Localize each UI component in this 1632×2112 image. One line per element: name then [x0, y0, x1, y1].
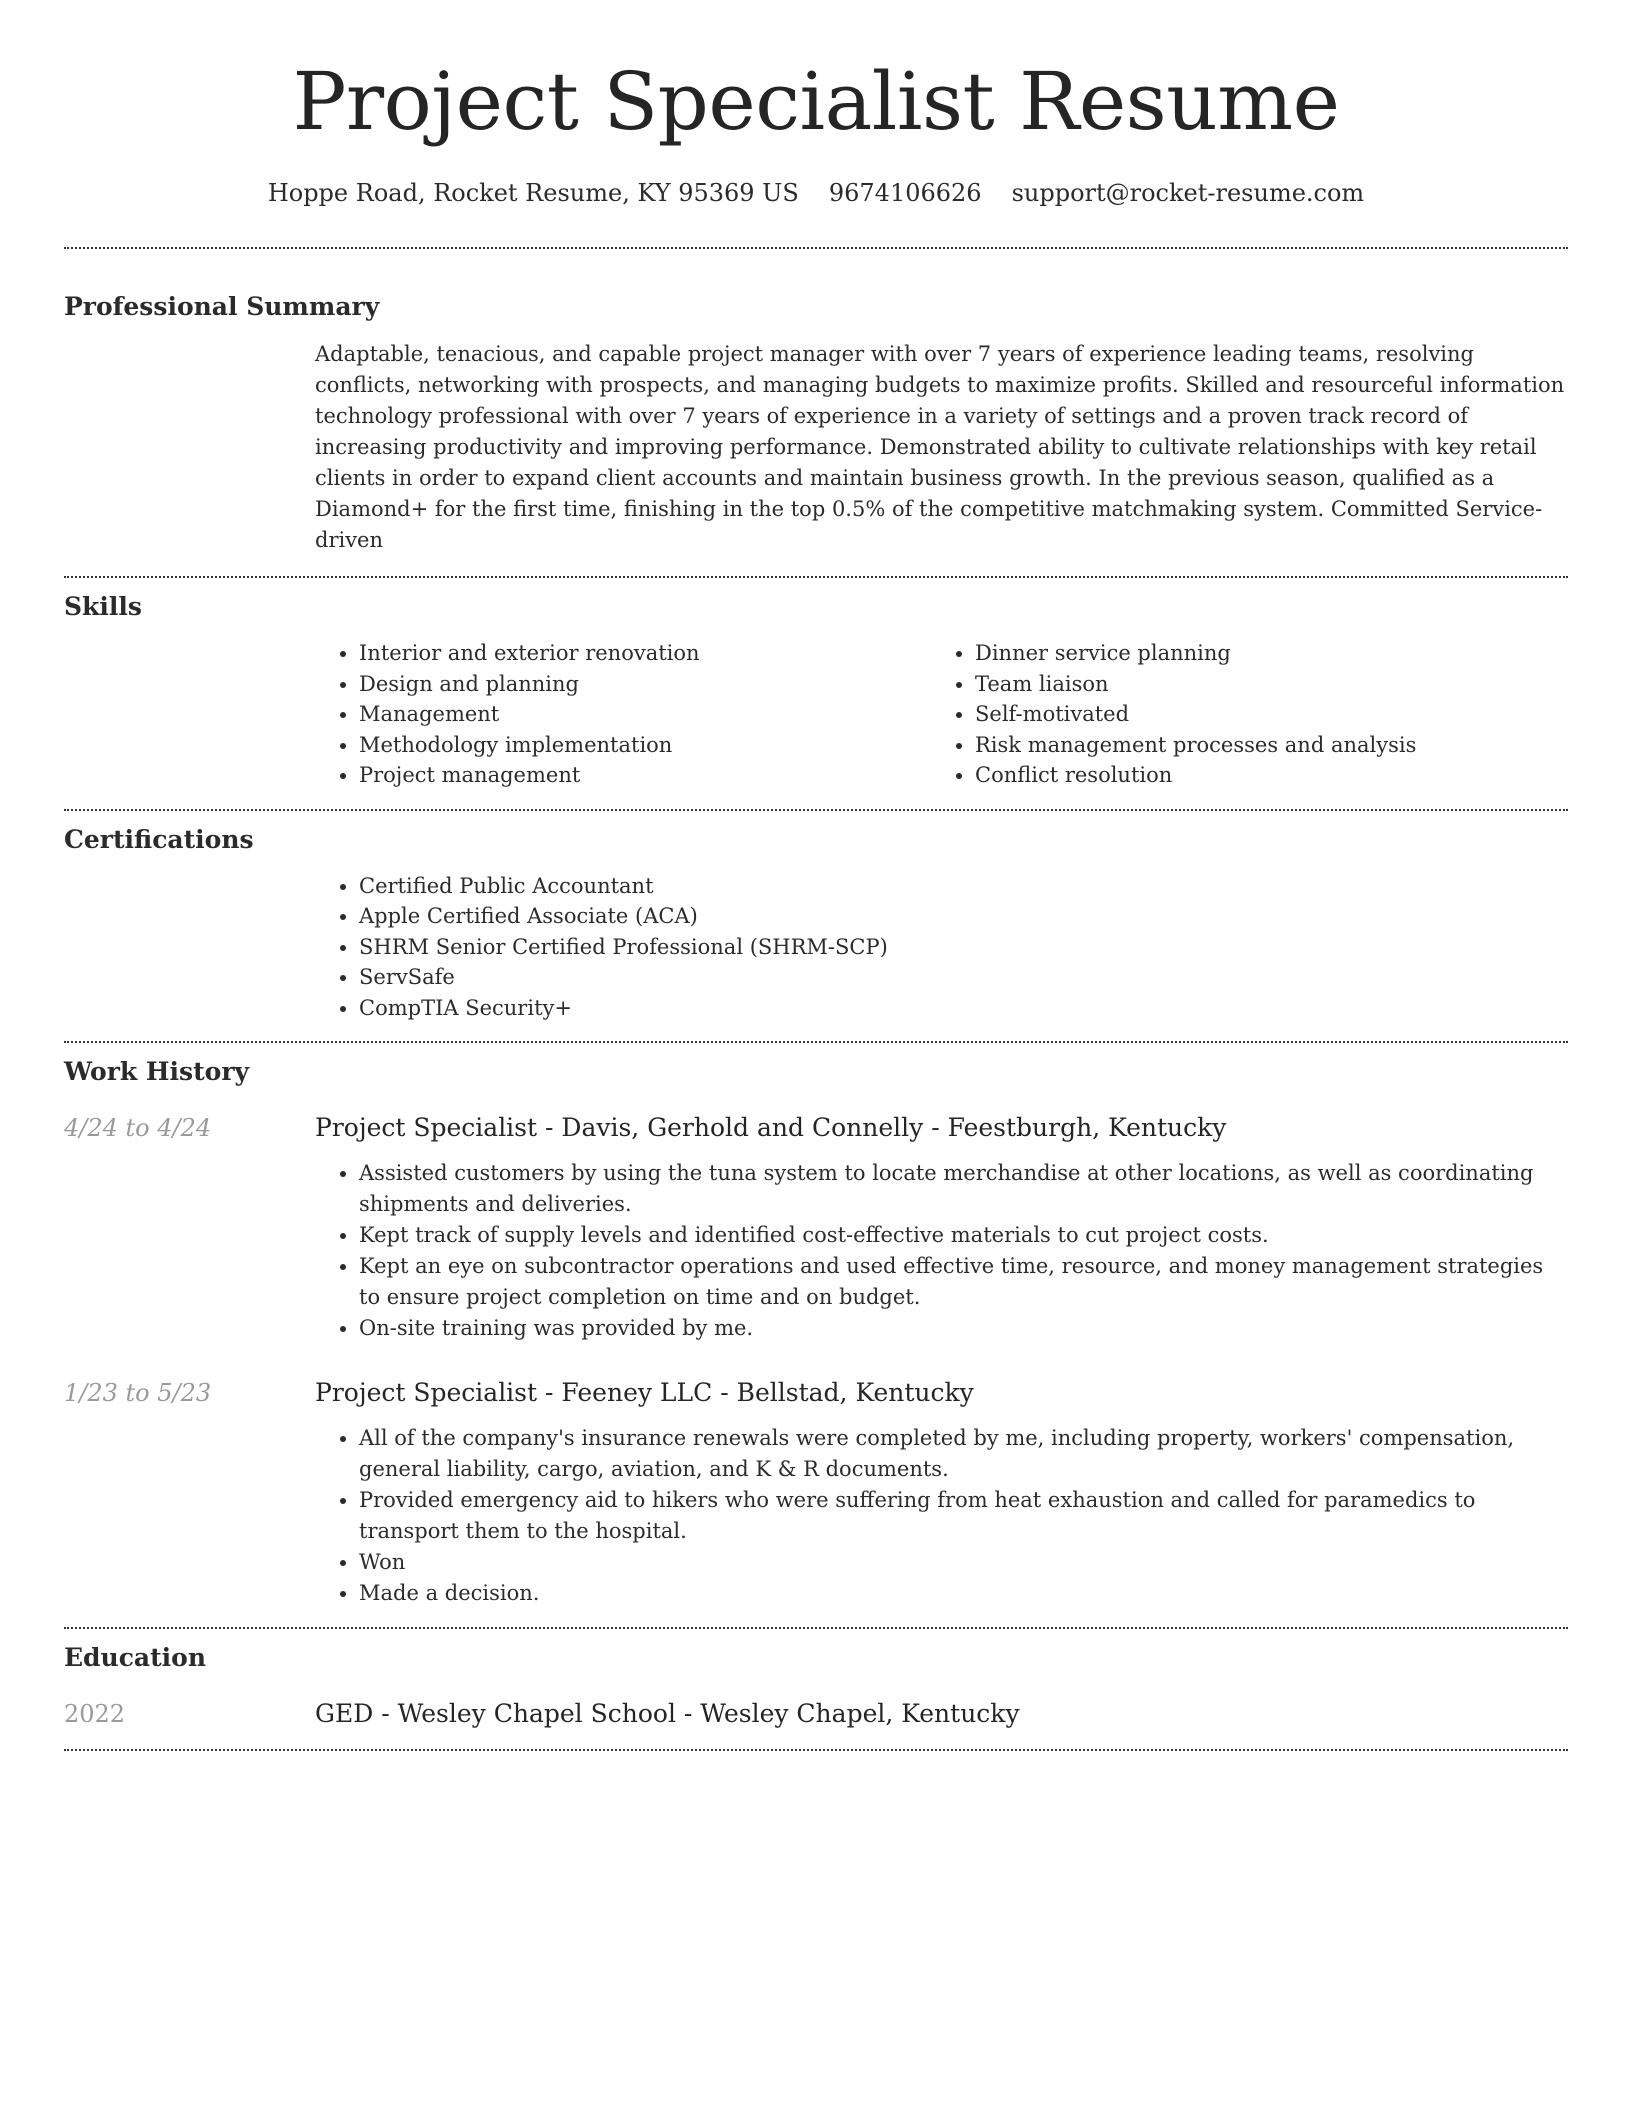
section-title-certifications: Certifications — [64, 824, 254, 854]
section-title-work-history: Work History — [64, 1057, 250, 1086]
phone: 9674106626 — [828, 179, 982, 207]
skill-item: • Conflict resolution — [975, 760, 1547, 791]
skill-item: • Project management — [359, 760, 931, 791]
skill-item: • Dinner service planning — [975, 638, 1547, 669]
job-entry — [64, 1111, 1568, 1344]
job-bullet: • Kept track of supply levels and identified cost-effective materials to cut project costs. — [359, 1220, 1568, 1251]
certification-item: • Apple Certified Associate (ACA) — [359, 901, 1568, 932]
certification-item: • Certified Public Accountant — [359, 871, 1568, 902]
job-bullets — [315, 1158, 1568, 1344]
job-title: Project Specialist - Feeney LLC - Bellstad, Kentucky — [315, 1378, 974, 1407]
divider — [64, 1627, 1568, 1629]
certification-item: • CompTIA Security+ — [359, 993, 1568, 1024]
skill-item: • Risk management processes and analysis — [975, 730, 1547, 761]
work-history-section — [64, 1055, 1568, 1609]
skills-section — [64, 590, 1568, 791]
education-entry — [64, 1697, 1568, 1731]
divider — [64, 1749, 1568, 1751]
job-bullet: • All of the company's insurance renewals were completed by me, including property, workers' compensation, general liability, cargo, aviation, and K & R documents. — [359, 1423, 1568, 1485]
summary-section — [64, 290, 1568, 556]
certification-item: • SHRM Senior Certified Professional (SHRM-SCP) — [359, 932, 1568, 963]
skill-item: • Team liaison — [975, 669, 1547, 700]
skills-grid — [315, 638, 1568, 791]
skill-item: • Design and planning — [359, 669, 931, 700]
education-section — [64, 1641, 1568, 1731]
skill-item: • Methodology implementation — [359, 730, 931, 761]
job-bullet: • Provided emergency aid to hikers who were suffering from heat exhaustion and called for paramedics to transport them to the hospital. — [359, 1485, 1568, 1547]
job-bullet: • Made a decision. — [359, 1578, 1568, 1609]
contact-line — [64, 176, 1568, 210]
job-bullet: • Assisted customers by using the tuna system to locate merchandise at other locations, as well as coordinating shipments and deliveries. — [359, 1158, 1568, 1220]
job-entry — [64, 1376, 1568, 1609]
summary-text: Adaptable, tenacious, and capable project manager with over 7 years of experience leading teams, resolving conflicts, networking with prospects, and managing budgets to maximize profits. Skilled and resourceful information technology professional with over 7 years of experience in a variety of settings and a proven track record of increasing productivity and improving performance. Demonstrated ability to cultivate relationships with key retail clients in order to expand client accounts and maintain business growth. In the previous season, qualified as a Diamond+ for the first time, finishing in the top 0.5% of the competitive matchmaking system. Committed Service-driven — [315, 342, 1565, 552]
certifications-section — [64, 823, 1568, 1024]
job-bullet: • Won — [359, 1547, 1568, 1578]
divider — [64, 247, 1568, 249]
certification-item: • ServSafe — [359, 962, 1568, 993]
skill-item: • Management — [359, 699, 931, 730]
job-title: Project Specialist - Davis, Gerhold and Connelly - Feestburgh, Kentucky — [315, 1113, 1227, 1142]
skill-item: • Interior and exterior renovation — [359, 638, 931, 669]
job-bullet: • Kept an eye on subcontractor operations and used effective time, resource, and money management strategies to ensure project completion on time and on budget. — [359, 1251, 1568, 1313]
education-year: 2022 — [64, 1700, 126, 1728]
skills-column-right — [931, 638, 1547, 791]
section-title-education: Education — [64, 1643, 207, 1672]
job-bullets — [315, 1423, 1568, 1609]
address: Hoppe Road, Rocket Resume, KY 95369 US — [267, 179, 799, 207]
job-dates: 1/23 to 5/23 — [64, 1379, 212, 1407]
divider — [64, 809, 1568, 811]
job-dates: 4/24 to 4/24 — [64, 1114, 212, 1142]
education-description: GED - Wesley Chapel School - Wesley Chapel, Kentucky — [315, 1699, 1020, 1728]
resume-title: Project Specialist Resume — [292, 55, 1340, 148]
certifications-list — [315, 871, 1568, 1024]
skills-column-left — [315, 638, 931, 791]
job-bullet: • On-site training was provided by me. — [359, 1313, 1568, 1344]
section-title-summary: Professional Summary — [64, 292, 380, 321]
divider — [64, 1041, 1568, 1043]
skill-item: • Self-motivated — [975, 699, 1547, 730]
divider — [64, 576, 1568, 578]
email: support@rocket-resume.com — [1011, 179, 1365, 207]
section-title-skills: Skills — [64, 592, 142, 621]
